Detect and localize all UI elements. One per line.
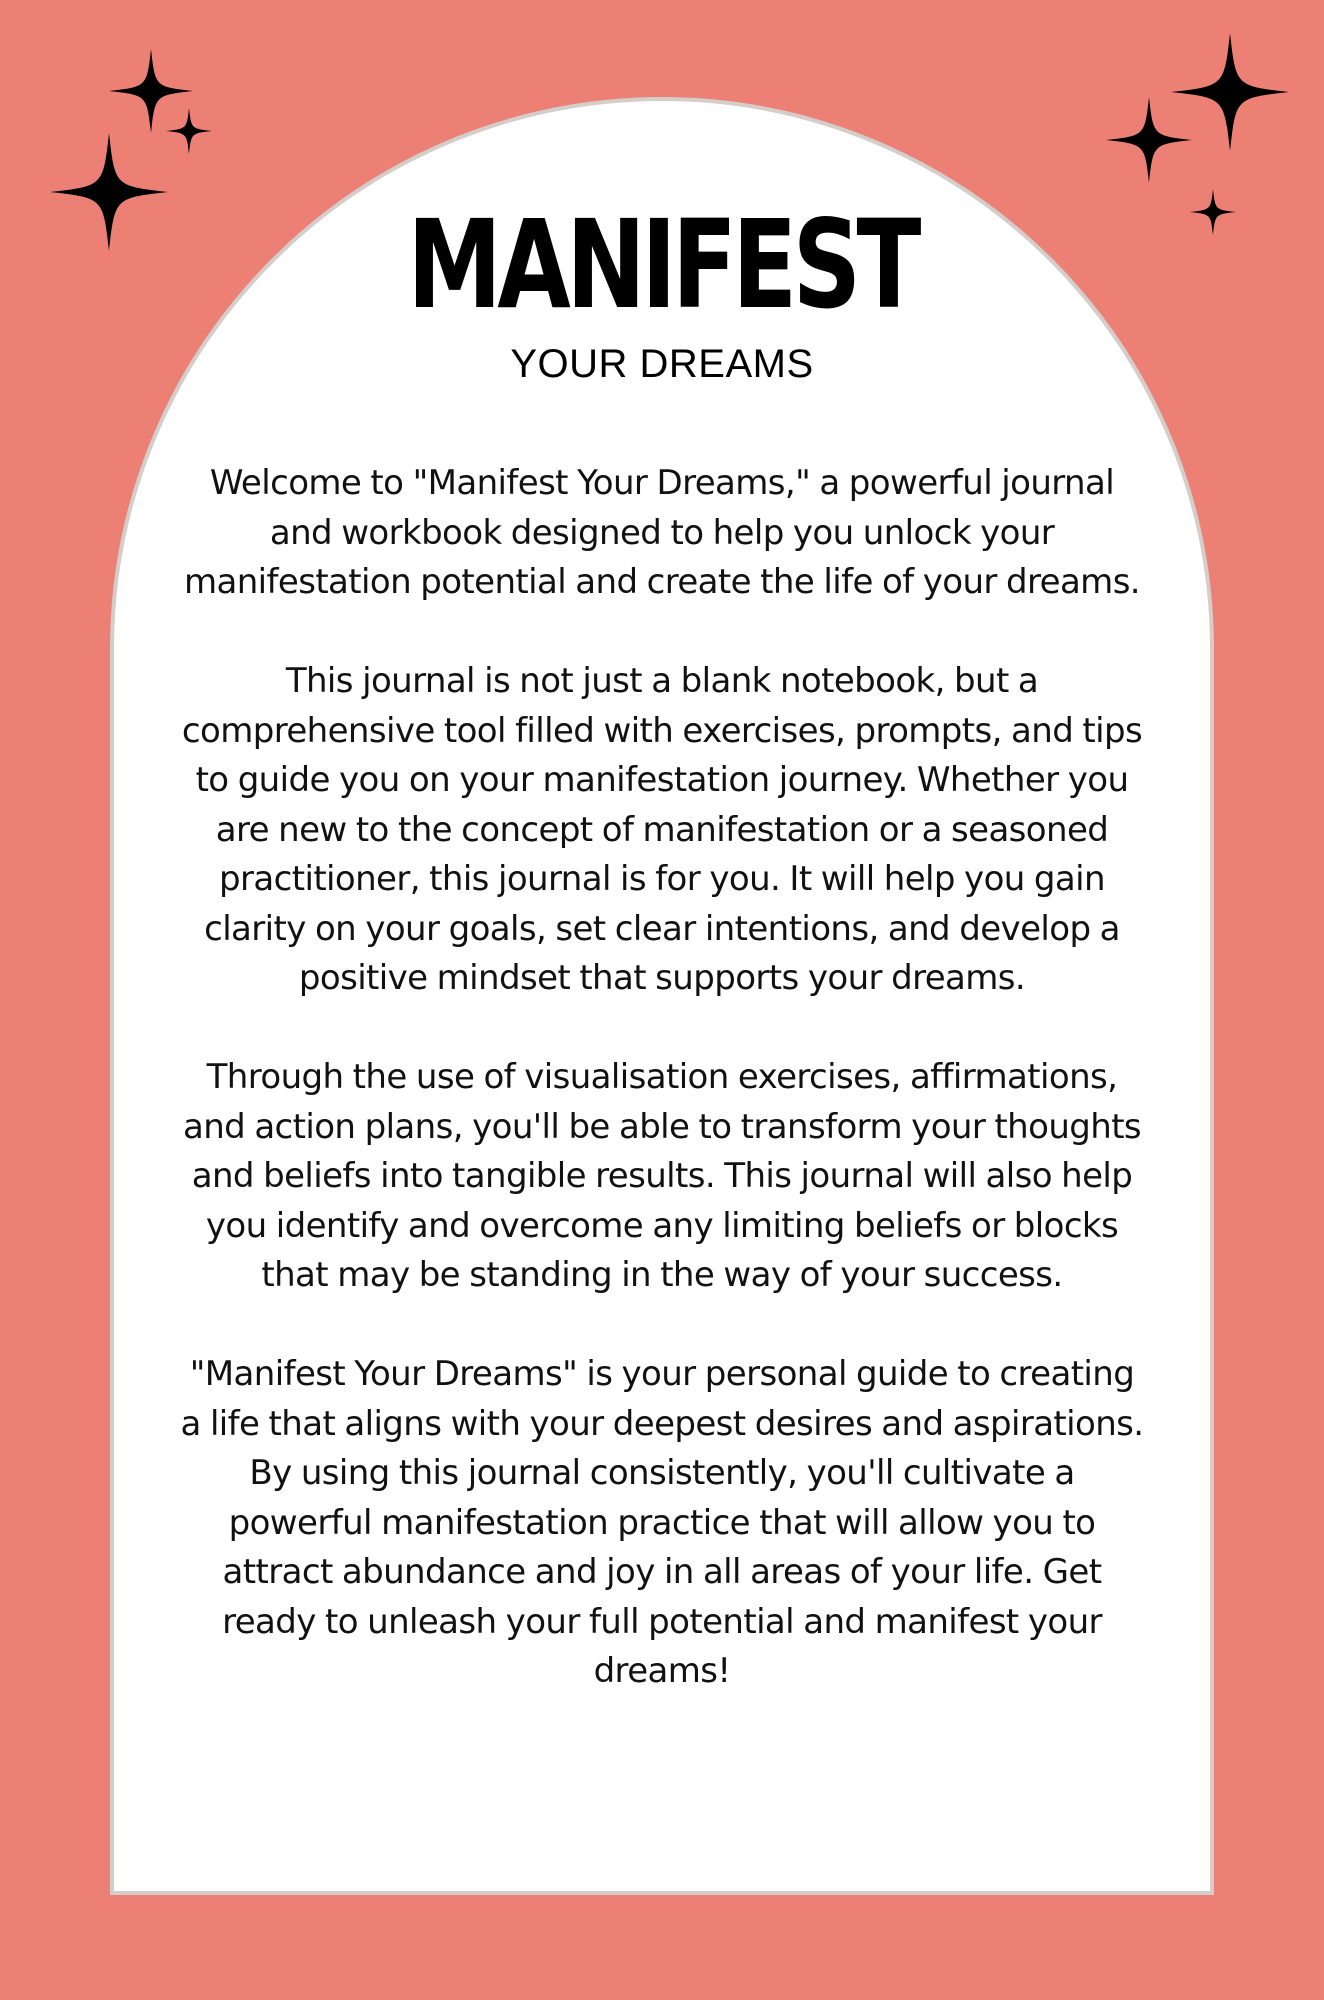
page-subtitle: YOUR DREAMS xyxy=(510,342,814,386)
sparkle-icon xyxy=(1106,97,1192,183)
sparkle-icon xyxy=(166,108,212,154)
paragraph-guide: "Manifest Your Dreams" is your personal guide to creating a life that aligns with your deepest desires and aspirations. By using this journal consistently, you'll cultivate a powerful manifestation practice that will allow you to attract abundance and joy in all areas of your life. Get ready to unleash your full potential and manifest your dreams! xyxy=(180,1354,1144,1691)
body-text xyxy=(180,459,1144,1746)
page-title: MANIFEST xyxy=(407,194,917,336)
paragraph-tool: This journal is not just a blank notebook, but a comprehensive tool filled with exercises, prompts, and tips to guide you on your manifestation journey. Whether you are new to the concept of manifestation or a seasoned practitioner, this journal is for you. It will help you gain clarity on your goals, set clear intentions, and develop a positive mindset that supports your dreams. xyxy=(181,661,1143,998)
paragraph-visualisation: Through the use of visualisation exercises, affirmations, and action plans, you'll be able to transform your thoughts and beliefs into tangible results. This journal will also help you identify and overcome any limiting beliefs or blocks that may be standing in the way of your success. xyxy=(182,1057,1142,1295)
sparkle-icon xyxy=(1190,189,1236,235)
paragraph-welcome: Welcome to "Manifest Your Dreams," a powerful journal and workbook designed to help you unlock your manifestation potential and create the life of your dreams. xyxy=(183,463,1141,602)
